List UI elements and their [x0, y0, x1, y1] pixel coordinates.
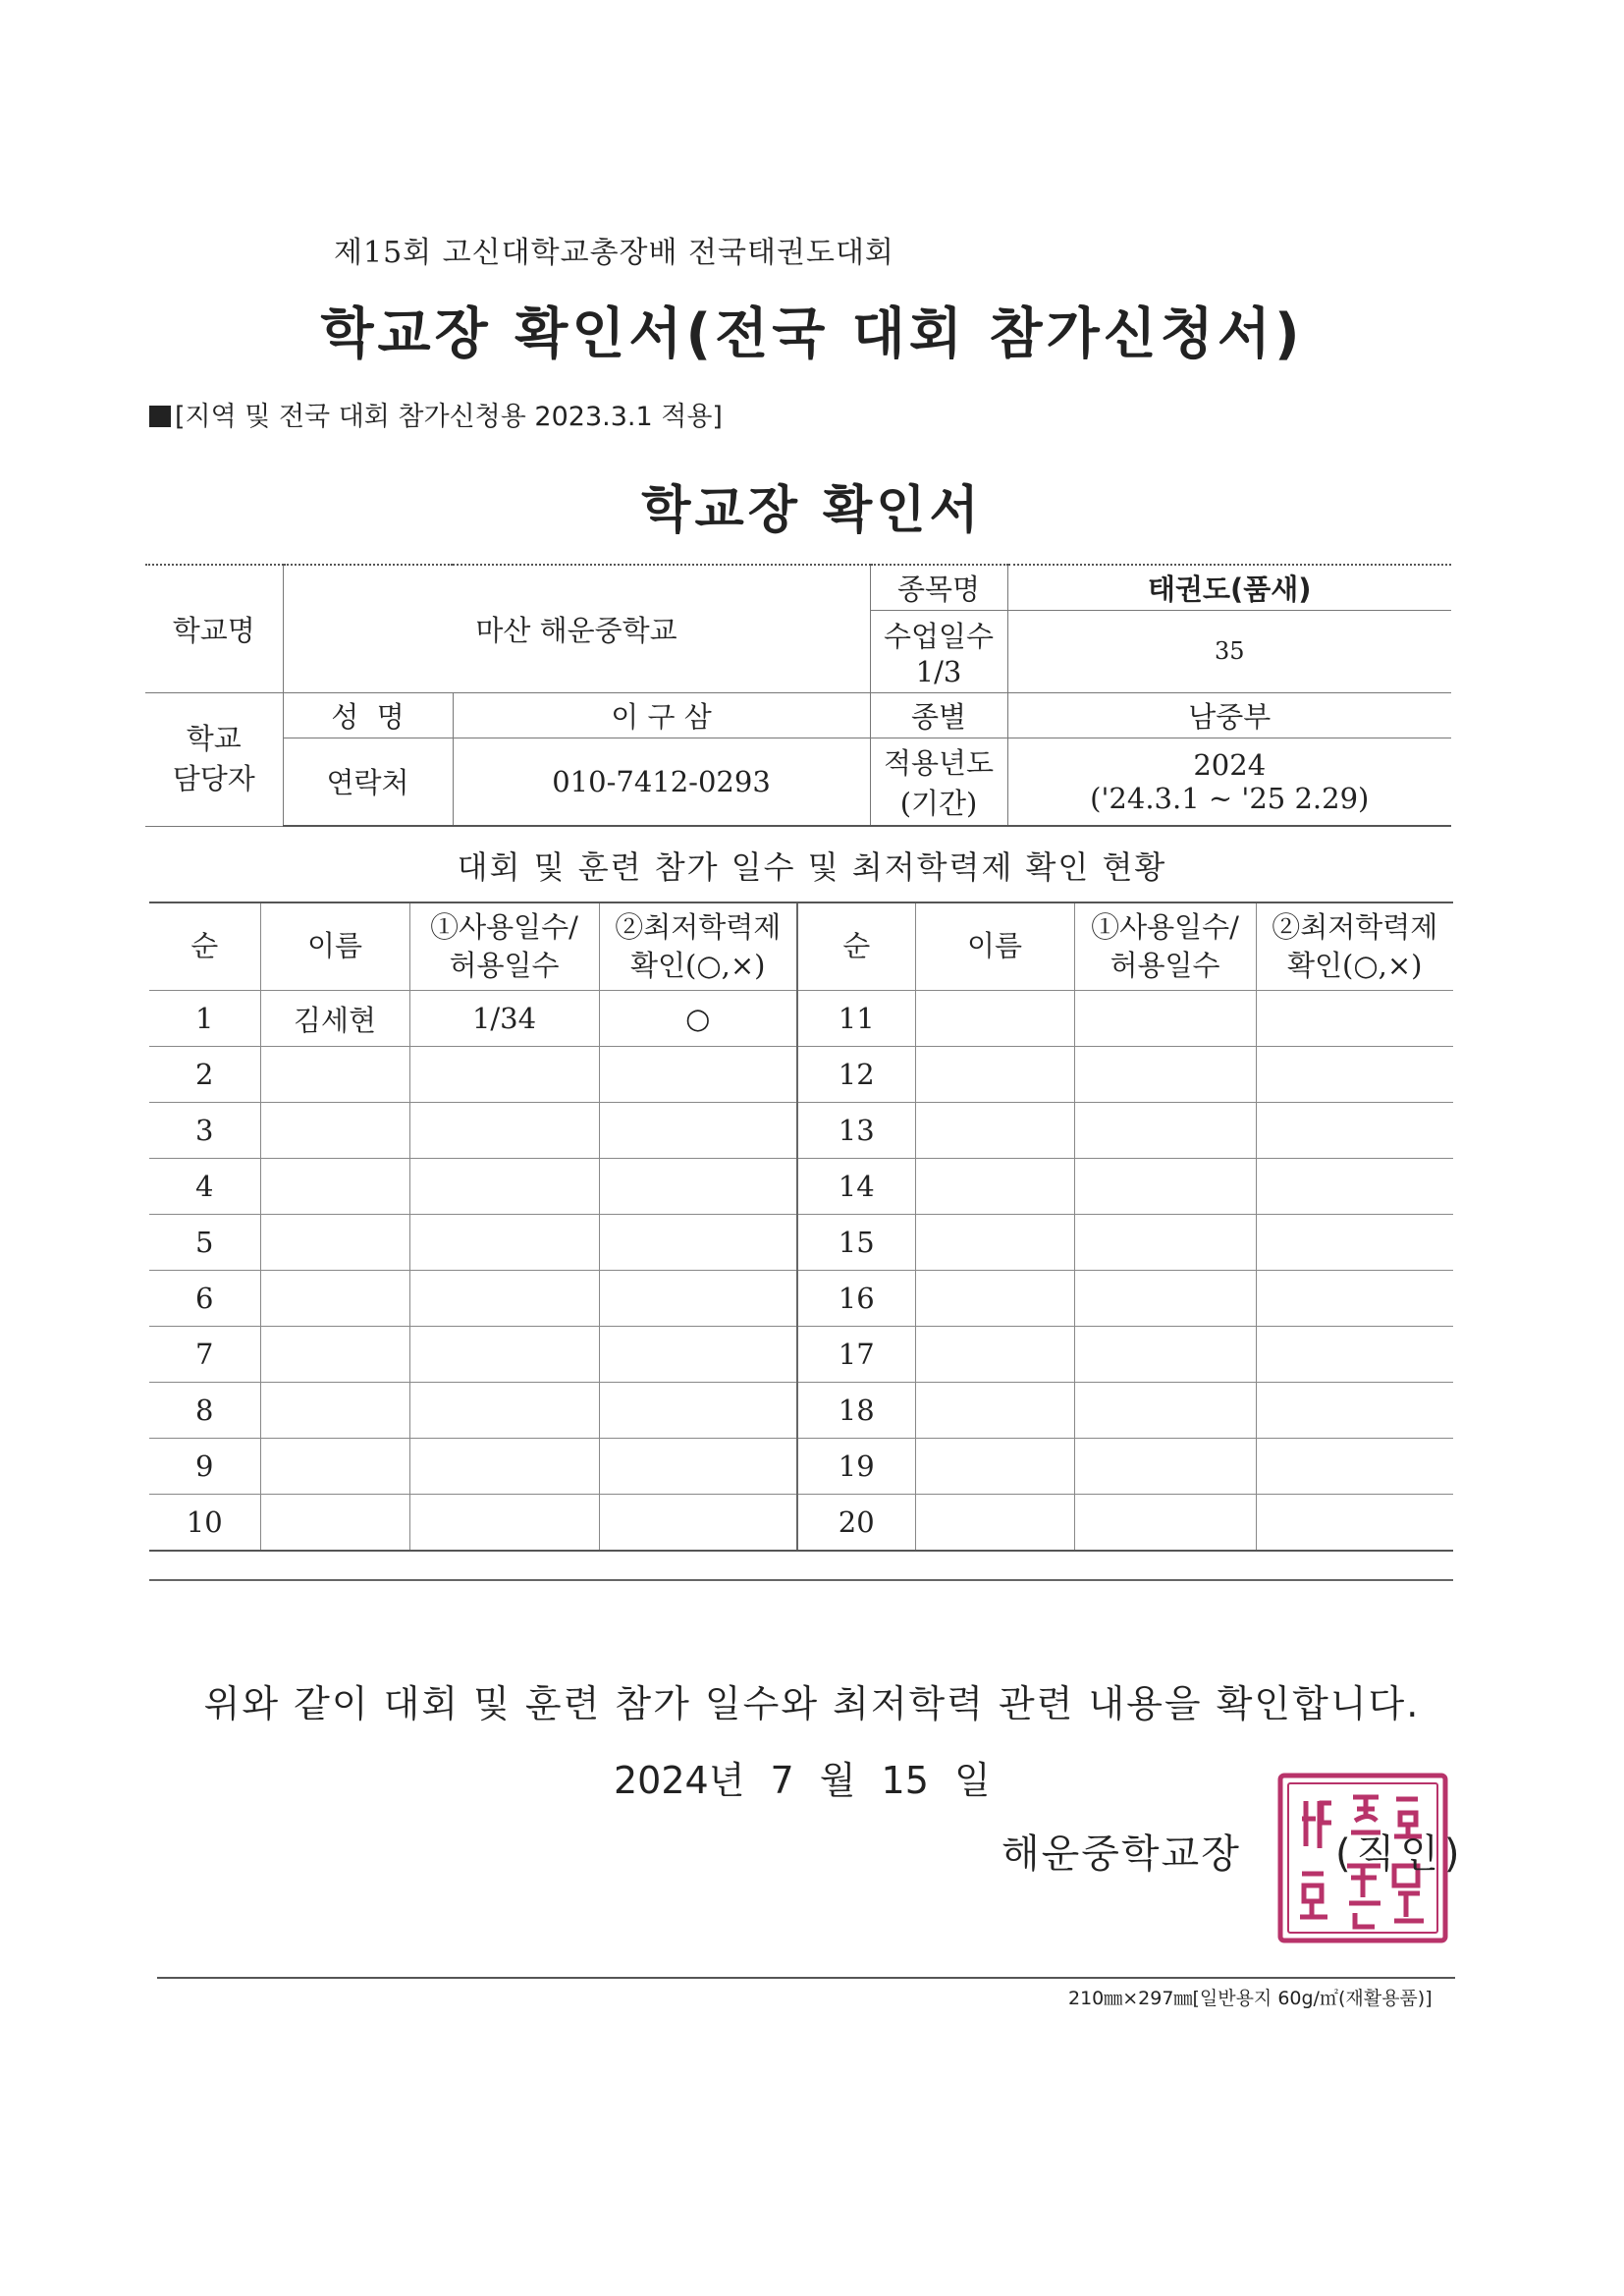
academic-check-cell — [1256, 991, 1453, 1047]
event-label: 종목명 — [870, 565, 1007, 610]
student-name-cell — [260, 1047, 409, 1103]
col-header-academic-line2: 확인(○,×) — [630, 949, 766, 982]
form-subtitle: 학교장 확인서 — [641, 481, 983, 540]
event-value: 태권도(품새) — [1007, 565, 1451, 610]
row-number-cell: 14 — [797, 1159, 915, 1215]
table-row — [149, 1159, 1453, 1215]
row-number-cell: 9 — [149, 1439, 260, 1495]
row-number-cell: 13 — [797, 1103, 915, 1159]
academic-check-cell — [1256, 1103, 1453, 1159]
row-number-cell: 16 — [797, 1271, 915, 1327]
year-label-text: 적용년도 — [883, 745, 995, 780]
academic-check-cell — [1256, 1495, 1453, 1552]
event-title: 제15회 고신대학교총장배 전국태권도대회 — [334, 236, 894, 270]
row-number-cell: 17 — [797, 1327, 915, 1383]
col-header-academic — [599, 902, 797, 991]
col-header-days — [1074, 902, 1256, 991]
row-number-cell: 6 — [149, 1271, 260, 1327]
student-name-cell — [915, 1103, 1074, 1159]
academic-check-cell — [1256, 1327, 1453, 1383]
table-row — [149, 1215, 1453, 1271]
school-label: 학교명 — [145, 565, 283, 692]
roster-table — [149, 902, 1453, 1552]
year-label — [870, 738, 1007, 826]
academic-check-cell — [599, 1047, 797, 1103]
row-number-cell: 3 — [149, 1103, 260, 1159]
col-header-name: 이름 — [260, 902, 409, 991]
table-row — [149, 1047, 1453, 1103]
academic-check-cell — [599, 1103, 797, 1159]
col-header-days-line2: 허용일수 — [1110, 949, 1220, 982]
days-used-cell — [1074, 1103, 1256, 1159]
division-value: 남중부 — [1007, 692, 1451, 738]
phone-label: 연락처 — [283, 738, 453, 826]
period-value-text: ('24.3.1 ~ '25 2.29) — [1090, 781, 1370, 815]
paper-spec-note: 210㎜×297㎜[일반용지 60g/㎡(재활용품)] — [1068, 1988, 1433, 2009]
days-used-cell — [409, 1159, 599, 1215]
col-header-no: 순 — [797, 902, 915, 991]
days-used-cell — [409, 1047, 599, 1103]
row-number-cell: 11 — [797, 991, 915, 1047]
section-divider — [149, 1579, 1453, 1581]
principal-title: 해운중학교장 — [1001, 1831, 1241, 1877]
student-name-cell — [915, 1159, 1074, 1215]
academic-check-cell — [599, 1439, 797, 1495]
student-name-cell — [915, 1383, 1074, 1439]
row-number-cell: 10 — [149, 1495, 260, 1552]
days-used-cell — [1074, 1383, 1256, 1439]
col-header-days-line2: 허용일수 — [449, 949, 560, 982]
academic-check-cell — [1256, 1159, 1453, 1215]
document-title: 학교장 확인서(전국 대회 참가신청서) — [320, 302, 1304, 366]
days-used-cell — [1074, 991, 1256, 1047]
days-used-cell — [409, 1327, 599, 1383]
row-number-cell: 5 — [149, 1215, 260, 1271]
academic-check-cell — [599, 1271, 797, 1327]
footer-divider — [157, 1977, 1455, 1979]
col-header-days-line1: ①사용일수/ — [1091, 909, 1239, 944]
days-used-cell — [409, 1383, 599, 1439]
table-row — [149, 991, 1453, 1047]
academic-check-cell — [1256, 1439, 1453, 1495]
days-used-cell — [409, 1271, 599, 1327]
row-number-cell: 1 — [149, 991, 260, 1047]
year-value-text: 2024 — [1193, 747, 1267, 782]
days-used-cell — [1074, 1327, 1256, 1383]
days-used-cell — [409, 1215, 599, 1271]
academic-check-cell — [599, 1383, 797, 1439]
roster-header-row — [149, 902, 1453, 991]
student-name-cell — [915, 1047, 1074, 1103]
year-value — [1007, 738, 1451, 826]
table-row — [149, 1439, 1453, 1495]
academic-check-cell — [599, 1495, 797, 1552]
table-row — [149, 1271, 1453, 1327]
academic-check-cell — [1256, 1215, 1453, 1271]
class-days-label — [870, 610, 1007, 692]
academic-check-cell — [599, 1215, 797, 1271]
student-name-cell — [260, 1495, 409, 1552]
table-row — [149, 1383, 1453, 1439]
confirmation-date: 2024년 7 월 15 일 — [614, 1759, 991, 1802]
days-used-cell — [1074, 1495, 1256, 1552]
days-used-cell — [1074, 1215, 1256, 1271]
student-name-cell: 김세현 — [260, 991, 409, 1047]
student-name-cell — [915, 991, 1074, 1047]
applicability-note — [149, 395, 723, 433]
days-used-cell — [1074, 1271, 1256, 1327]
table-row — [149, 1495, 1453, 1552]
school-name: 마산 해운중학교 — [283, 565, 870, 692]
division-label: 종별 — [870, 692, 1007, 738]
row-number-cell: 4 — [149, 1159, 260, 1215]
col-header-academic-line2: 확인(○,×) — [1287, 949, 1423, 982]
student-name-cell — [260, 1215, 409, 1271]
row-number-cell: 7 — [149, 1327, 260, 1383]
class-days-label-text: 수업일수 — [883, 619, 995, 653]
days-used-cell — [409, 1439, 599, 1495]
student-name-cell — [915, 1495, 1074, 1552]
days-used-cell — [1074, 1159, 1256, 1215]
academic-check-cell — [599, 1327, 797, 1383]
student-name-cell — [260, 1327, 409, 1383]
col-header-days-line1: ①사용일수/ — [430, 909, 578, 944]
seal-note: (직인) — [1335, 1831, 1466, 1877]
row-number-cell: 2 — [149, 1047, 260, 1103]
phone-value: 010-7412-0293 — [453, 738, 870, 826]
days-used-cell: 1/34 — [409, 991, 599, 1047]
student-name-cell — [260, 1271, 409, 1327]
student-name-cell — [915, 1439, 1074, 1495]
student-name-cell — [915, 1215, 1074, 1271]
roster-heading: 대회 및 훈련 참가 일수 및 최저학력제 확인 현황 — [457, 848, 1167, 886]
student-name-cell — [915, 1271, 1074, 1327]
square-bullet-icon — [149, 406, 171, 427]
academic-check-cell — [599, 1159, 797, 1215]
days-used-cell — [1074, 1047, 1256, 1103]
school-info-table — [145, 564, 1451, 827]
row-number-cell: 15 — [797, 1215, 915, 1271]
row-number-cell: 20 — [797, 1495, 915, 1552]
col-header-name: 이름 — [915, 902, 1074, 991]
days-used-cell — [409, 1103, 599, 1159]
class-days-ratio: 1/3 — [915, 654, 962, 688]
col-header-days — [409, 902, 599, 991]
academic-check-cell — [1256, 1271, 1453, 1327]
row-number-cell: 19 — [797, 1439, 915, 1495]
col-header-academic — [1256, 902, 1453, 991]
row-number-cell: 12 — [797, 1047, 915, 1103]
contact-name: 이 구 삼 — [453, 692, 870, 738]
academic-check-cell — [1256, 1047, 1453, 1103]
applicability-note-text: [지역 및 전국 대회 참가신청용 2023.3.1 적용] — [175, 402, 723, 432]
row-number-cell: 18 — [797, 1383, 915, 1439]
contact-label: 학교 담당자 — [145, 692, 283, 826]
col-header-academic-line1: ②최저학력제 — [615, 909, 782, 944]
academic-check-cell — [1256, 1383, 1453, 1439]
student-name-cell — [915, 1327, 1074, 1383]
days-used-cell — [1074, 1439, 1256, 1495]
academic-check-cell: ○ — [599, 991, 797, 1047]
student-name-cell — [260, 1439, 409, 1495]
confirmation-text: 위와 같이 대회 및 훈련 참가 일수와 최저학력 관련 내용을 확인합니다. — [203, 1682, 1421, 1725]
contact-name-label: 성 명 — [283, 692, 453, 738]
table-row — [149, 1103, 1453, 1159]
period-label-text: (기간) — [899, 786, 978, 820]
col-header-no: 순 — [149, 902, 260, 991]
student-name-cell — [260, 1383, 409, 1439]
class-days-value: 35 — [1007, 610, 1451, 692]
col-header-academic-line1: ②최저학력제 — [1272, 909, 1438, 944]
table-row — [149, 1327, 1453, 1383]
student-name-cell — [260, 1103, 409, 1159]
days-used-cell — [409, 1495, 599, 1552]
student-name-cell — [260, 1159, 409, 1215]
row-number-cell: 8 — [149, 1383, 260, 1439]
